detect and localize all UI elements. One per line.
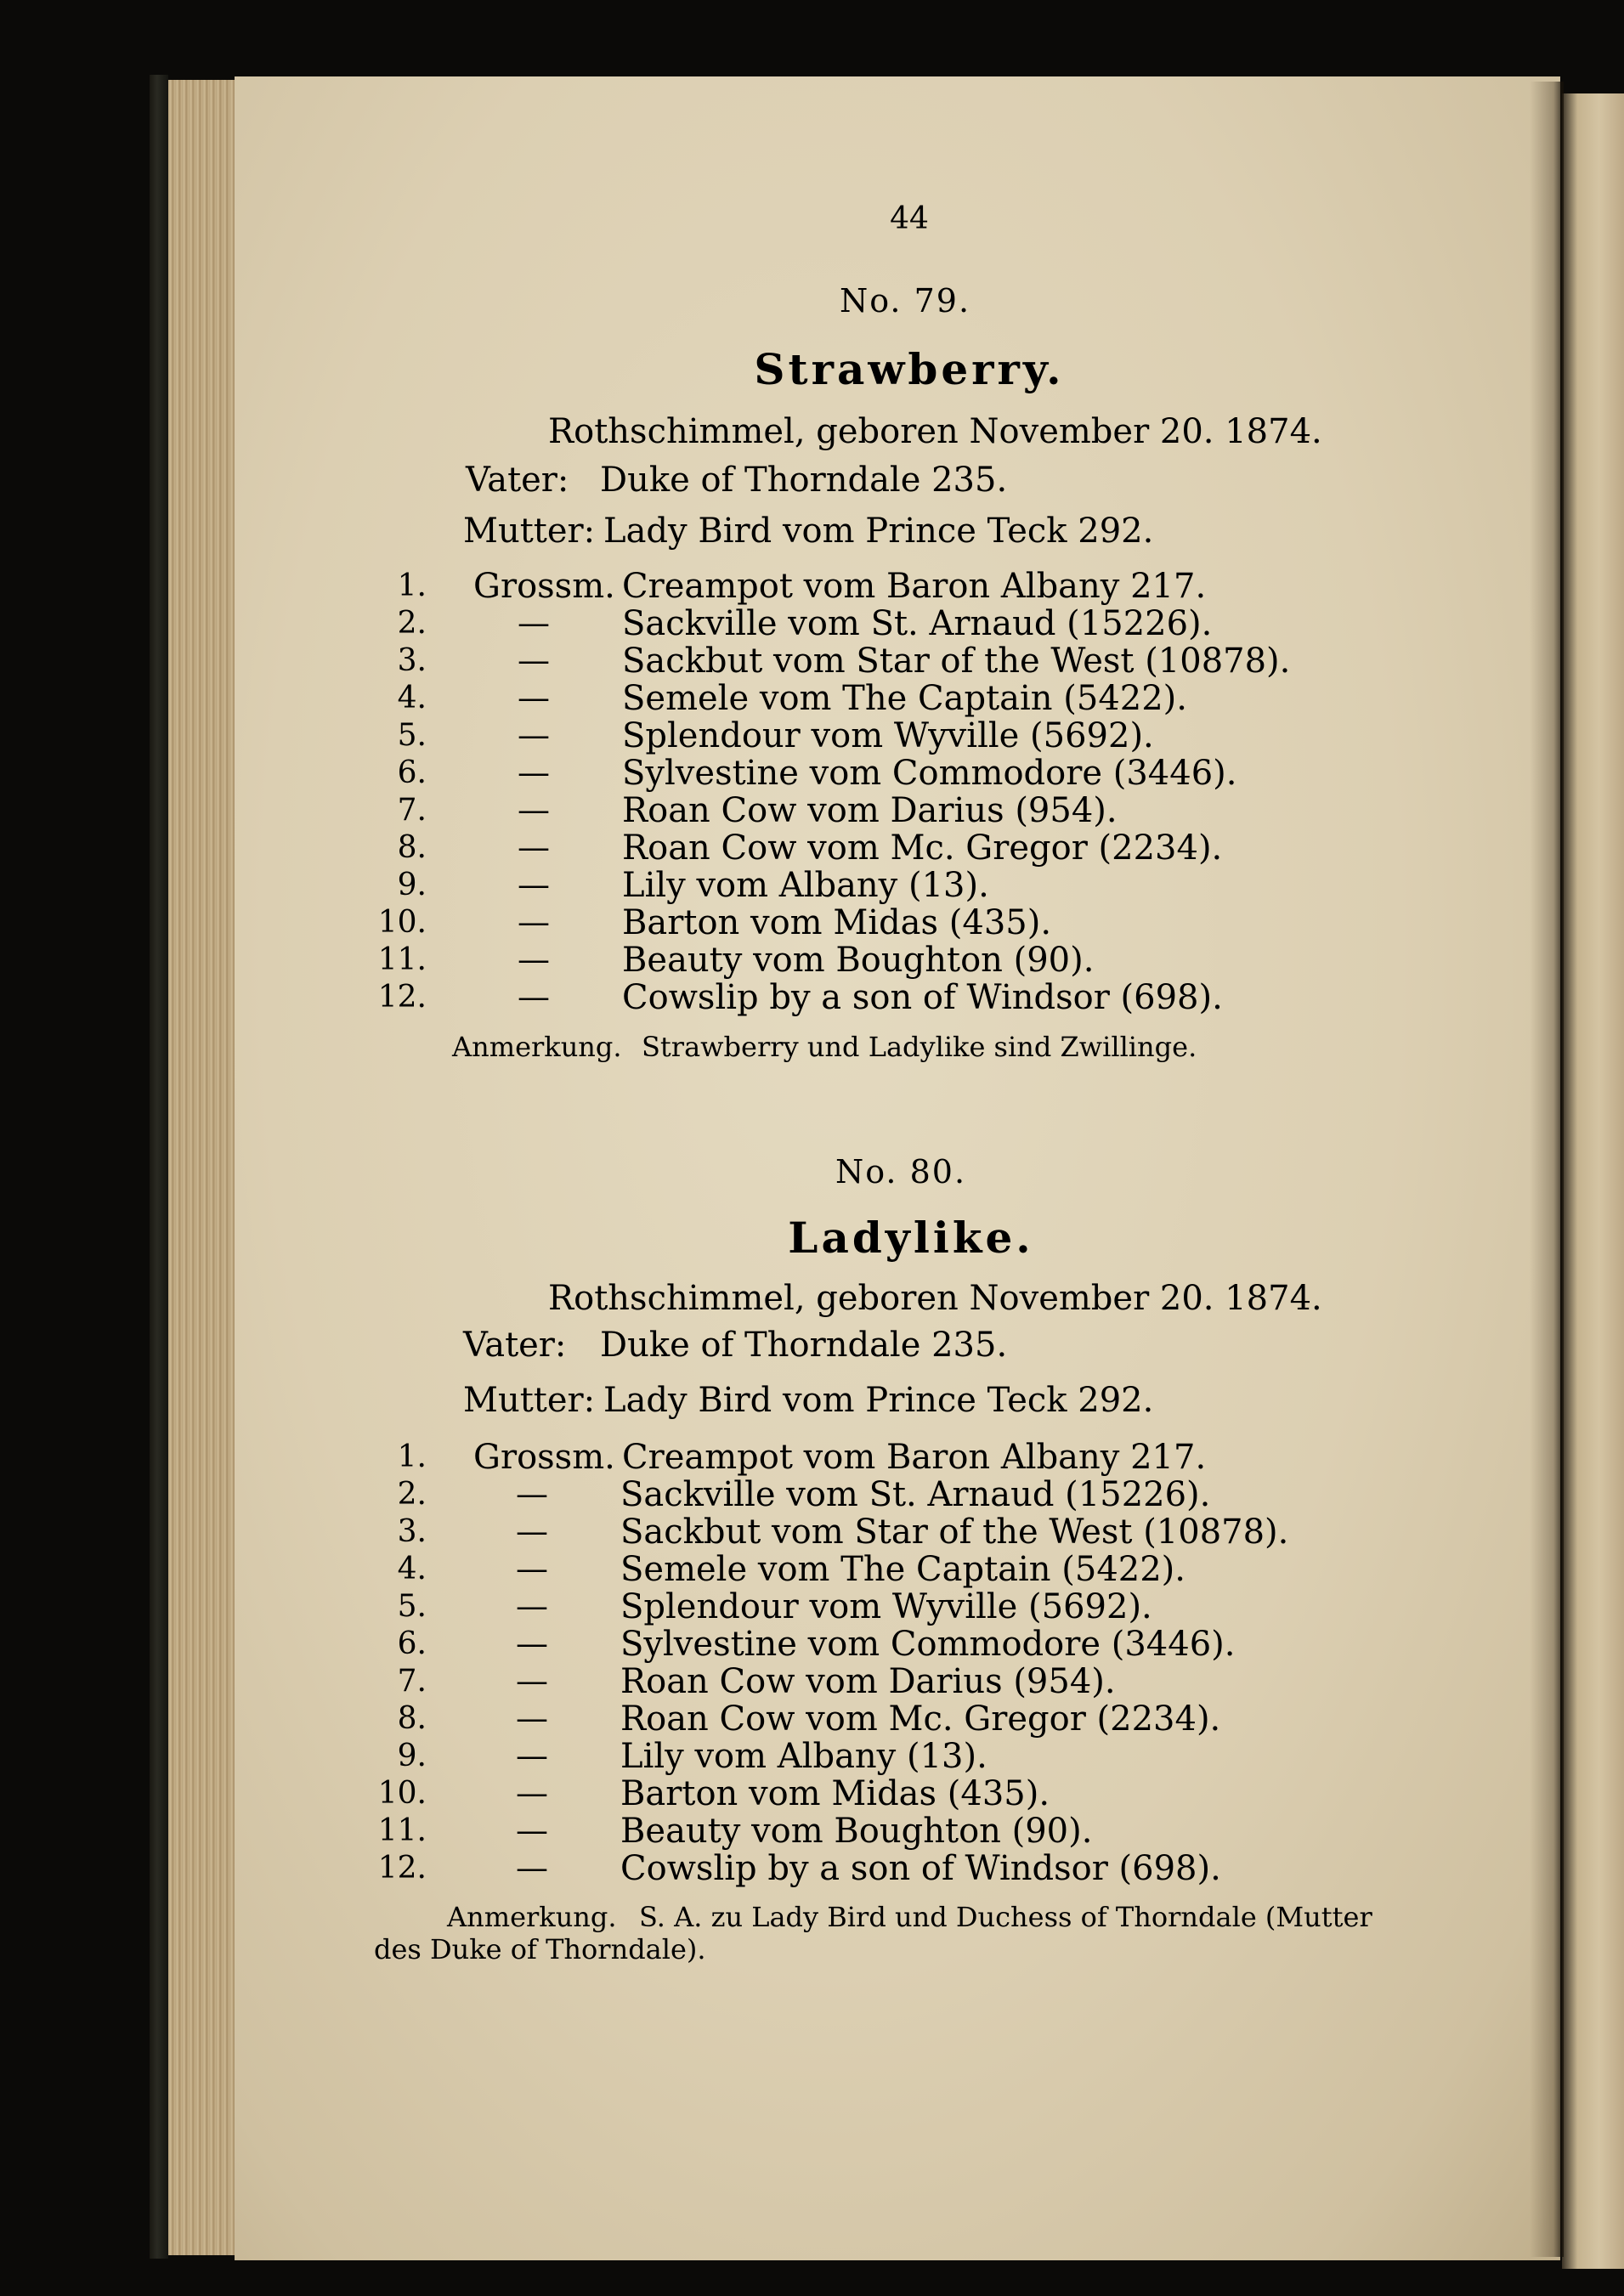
ancestry-relation: — (516, 1475, 548, 1513)
ancestry-number: 3. (397, 643, 427, 678)
ancestry-text: Roan Cow vom Darius (954). (622, 791, 1118, 830)
ancestry-number: 1. (397, 1439, 427, 1474)
ancestry-relation: — (518, 941, 550, 978)
ancestry-number: 9. (397, 868, 427, 902)
ancestry-number: 11. (377, 1813, 427, 1848)
ancestry-number: 7. (397, 793, 427, 828)
ancestry-number: 8. (397, 1701, 427, 1736)
ancestry-number: 9. (397, 1739, 427, 1773)
ancestry-relation: — (516, 1625, 548, 1662)
note-text-line-1: S. A. zu Lady Bird und Duchess of Thorndale (Mutter (639, 1901, 1372, 1933)
ancestry-number: 10. (377, 1776, 427, 1811)
ancestry-text: Lily vom Albany (13). (622, 866, 989, 905)
ancestry-relation: — (518, 828, 550, 866)
ancestry-text: Cowslip by a son of Windsor (698). (620, 1849, 1221, 1888)
ancestry-text: Semele vom The Captain (5422). (620, 1550, 1185, 1589)
ancestry-relation: — (518, 866, 550, 903)
ancestry-number: 4. (397, 1552, 427, 1586)
ancestry-relation: — (518, 679, 550, 716)
ancestry-text: Barton vom Midas (435). (620, 1774, 1050, 1813)
ancestry-number: 10. (377, 905, 427, 940)
page-edges (168, 80, 236, 2255)
ancestry-relation: — (518, 754, 550, 791)
ancestry-relation: — (516, 1699, 548, 1737)
ancestry-text: Splendour vom Wyville (5692). (620, 1587, 1152, 1626)
page-gutter-shadow (1530, 82, 1564, 2257)
ancestry-number: 5. (397, 1589, 427, 1624)
ancestry-number: 8. (397, 830, 427, 865)
ancestry-relation: — (518, 791, 550, 828)
ancestry-relation: — (516, 1849, 548, 1886)
ancestry-text: Barton vom Midas (435). (622, 903, 1052, 942)
ancestry-number: 7. (397, 1664, 427, 1699)
ancestry-relation: — (516, 1513, 548, 1550)
father-value: Duke of Thorndale 235. (600, 1326, 1008, 1365)
ancestry-number: 2. (397, 1477, 427, 1512)
ancestry-relation: — (518, 604, 550, 642)
ancestry-text: Roan Cow vom Mc. Gregor (2234). (622, 828, 1223, 868)
ancestry-number: 6. (397, 1626, 427, 1661)
ancestry-relation: Grossm. (473, 1438, 615, 1477)
ancestry-text: Roan Cow vom Mc. Gregor (2234). (620, 1699, 1221, 1739)
page-number: 44 (890, 201, 929, 236)
ancestry-relation: — (516, 1812, 548, 1849)
ancestry-number: 6. (397, 755, 427, 790)
ancestry-relation: — (516, 1587, 548, 1625)
father-value: Duke of Thorndale 235. (600, 461, 1008, 500)
mother-value: Lady Bird vom Prince Teck 292. (603, 1381, 1154, 1420)
ancestry-number: 2. (397, 606, 427, 641)
entry-title: Strawberry. (754, 344, 1065, 394)
ancestry-text: Sackbut vom Star of the West (10878). (620, 1513, 1289, 1552)
father-label: Vater: (463, 1326, 567, 1365)
ancestry-relation: — (518, 642, 550, 679)
book-binding (150, 75, 168, 2259)
ancestry-relation: — (516, 1737, 548, 1774)
ancestry-text: Lily vom Albany (13). (620, 1737, 987, 1776)
ancestry-number: 3. (397, 1514, 427, 1549)
note-text: Strawberry und Ladylike sind Zwillinge. (642, 1031, 1197, 1063)
ancestry-text: Beauty vom Boughton (90). (620, 1812, 1093, 1851)
note-label: Anmerkung. (452, 1031, 622, 1063)
ancestry-number: 12. (377, 980, 427, 1015)
ancestry-text: Sackbut vom Star of the West (10878). (622, 642, 1291, 681)
ancestry-number: 4. (397, 681, 427, 715)
ancestry-number: 1. (397, 568, 427, 603)
entry-title: Ladylike. (788, 1213, 1034, 1263)
ancestry-text: Roan Cow vom Darius (954). (620, 1662, 1116, 1701)
ancestry-number: 11. (377, 942, 427, 977)
mother-label: Mutter: (463, 512, 596, 551)
ancestry-text: Sackville vom St. Arnaud (15226). (622, 604, 1213, 643)
ancestry-relation: — (516, 1550, 548, 1587)
ancestry-text: Splendour vom Wyville (5692). (622, 716, 1154, 755)
ancestry-relation: — (516, 1774, 548, 1812)
ancestry-number: 5. (397, 718, 427, 753)
father-label: Vater: (466, 461, 569, 500)
ancestry-text: Sylvestine vom Commodore (3446). (622, 754, 1237, 793)
ancestry-text: Sackville vom St. Arnaud (15226). (620, 1475, 1211, 1514)
ancestry-relation: Grossm. (473, 567, 615, 606)
entry-number: No. 79. (839, 282, 971, 320)
ancestry-text: Creampot vom Baron Albany 217. (622, 1438, 1207, 1477)
ancestry-relation: — (518, 903, 550, 941)
mother-value: Lady Bird vom Prince Teck 292. (603, 512, 1154, 551)
ancestry-text: Cowslip by a son of Windsor (698). (622, 978, 1223, 1017)
ancestry-number: 12. (377, 1851, 427, 1886)
ancestry-relation: — (518, 978, 550, 1015)
note-text-line-2: des Duke of Thorndale). (374, 1933, 706, 1965)
facing-page-edge (1562, 93, 1624, 2269)
entry-number: No. 80. (835, 1153, 967, 1190)
note-label: Anmerkung. (447, 1901, 617, 1933)
mother-label: Mutter: (463, 1381, 596, 1420)
entry-description: Rothschimmel, geboren November 20. 1874. (548, 412, 1322, 451)
ancestry-text: Sylvestine vom Commodore (3446). (620, 1625, 1236, 1664)
ancestry-relation: — (516, 1662, 548, 1699)
ancestry-text: Beauty vom Boughton (90). (622, 941, 1095, 980)
ancestry-relation: — (518, 716, 550, 754)
ancestry-text: Creampot vom Baron Albany 217. (622, 567, 1207, 606)
entry-description: Rothschimmel, geboren November 20. 1874. (548, 1279, 1322, 1318)
ancestry-text: Semele vom The Captain (5422). (622, 679, 1187, 718)
